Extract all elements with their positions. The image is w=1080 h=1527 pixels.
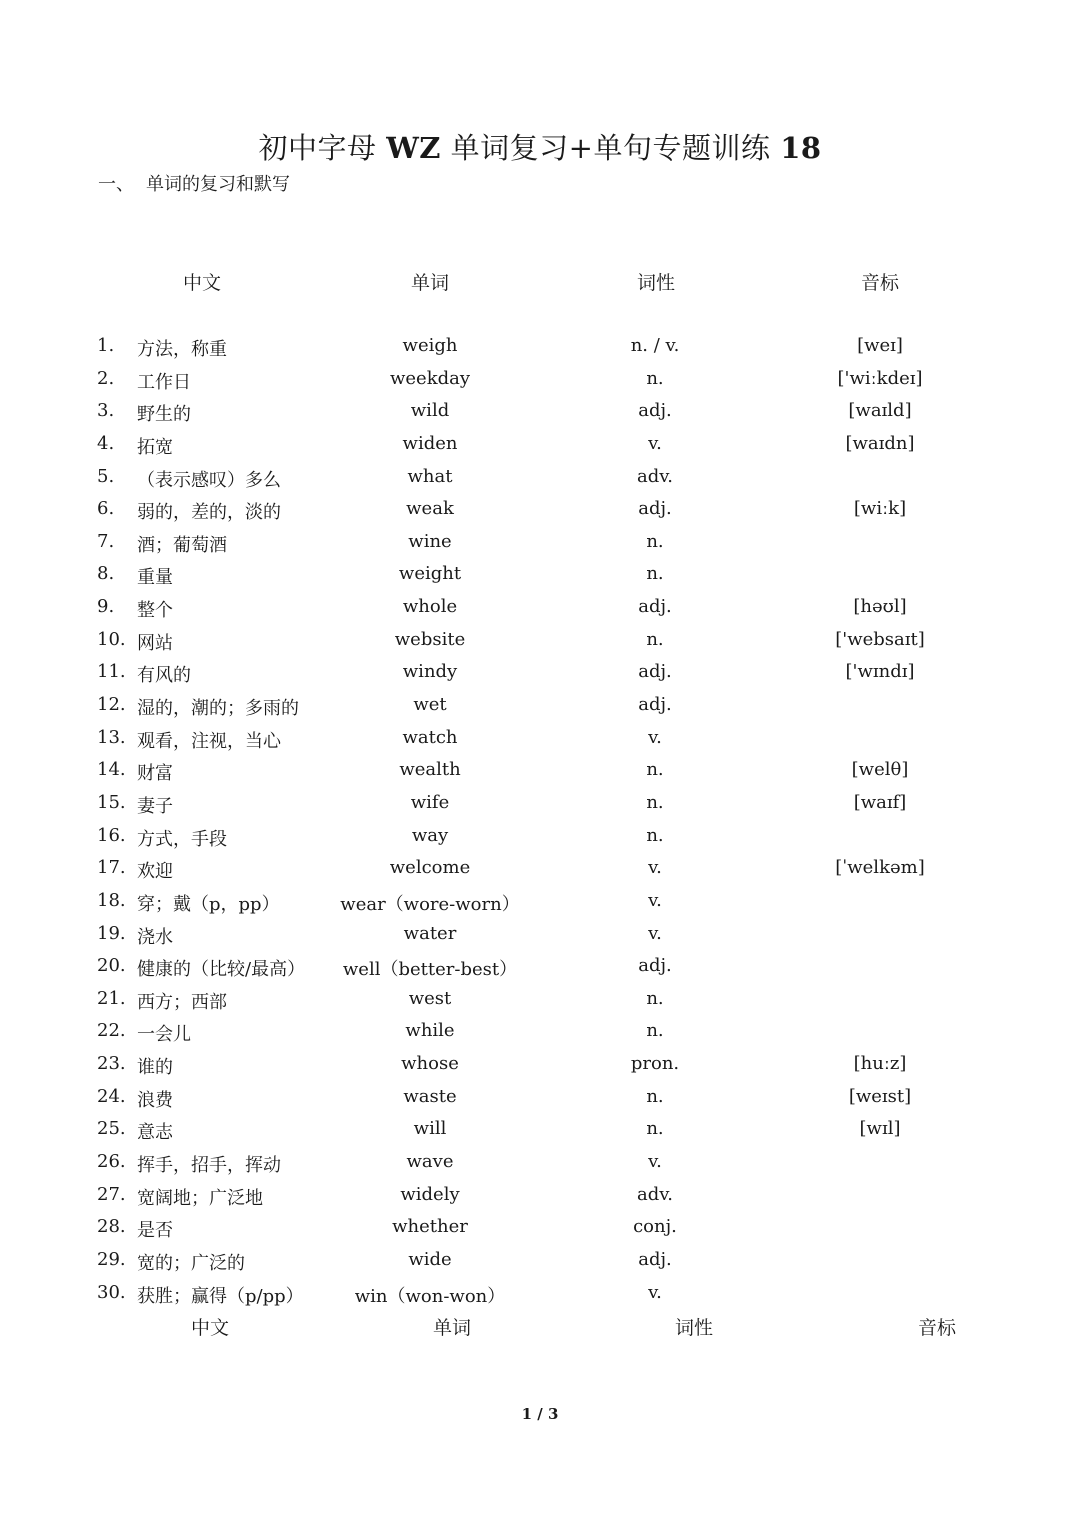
row-pos: v. <box>648 922 662 944</box>
footer-header-ipa: 音标 <box>917 1317 957 1339</box>
row-pos: n. <box>646 791 664 813</box>
title-bold-number: 18 <box>780 131 822 165</box>
row-pos: adj. <box>638 661 672 683</box>
row-number: 11. <box>97 661 126 683</box>
row-number: 20. <box>97 955 126 977</box>
table-row <box>0 787 1080 820</box>
section-text: 单词的复习和默写 <box>146 174 290 195</box>
header-word: 单词 <box>410 272 450 294</box>
row-number: 1. <box>97 335 115 356</box>
section-heading <box>98 170 290 196</box>
row-word: will <box>413 1118 447 1140</box>
row-chinese: 酒；葡萄酒 <box>137 534 227 556</box>
table-row <box>0 591 1080 624</box>
row-chinese: 挥手，招手，挥动 <box>137 1155 281 1177</box>
row-word: waste <box>403 1085 457 1107</box>
row-word: website <box>394 628 466 650</box>
row-word: west <box>408 987 452 1009</box>
row-ipa: [huːz] <box>853 1053 907 1075</box>
table-row <box>0 689 1080 722</box>
row-pos: n. <box>646 1085 664 1107</box>
table-row <box>0 1244 1080 1277</box>
row-chinese: 方式，手段 <box>137 828 227 850</box>
row-number: 6. <box>97 498 115 520</box>
table-row <box>0 1179 1080 1212</box>
row-word: weight <box>398 563 462 585</box>
vocab-table <box>0 330 1080 1309</box>
row-word: wife <box>410 791 450 813</box>
row-number: 17. <box>97 857 126 879</box>
row-number: 21. <box>97 987 126 1009</box>
row-number: 7. <box>97 530 115 552</box>
page-title <box>0 126 1080 167</box>
row-chinese: 野生的 <box>137 404 191 426</box>
title-mid: 单词复习+单句专题训练 <box>450 131 771 165</box>
row-pos: adj. <box>638 400 672 422</box>
row-ipa: ['wɪndɪ] <box>845 661 915 683</box>
table-row <box>0 624 1080 657</box>
row-ipa: [həʊl] <box>853 596 907 618</box>
row-ipa: ['wiːkdeɪ] <box>837 367 923 389</box>
footer-header-pos: 词性 <box>674 1317 714 1339</box>
row-number: 25. <box>97 1118 126 1140</box>
table-row <box>0 526 1080 559</box>
row-chinese: 获胜；赢得（p/pp） <box>137 1285 304 1307</box>
row-number: 27. <box>97 1183 126 1205</box>
row-pos: v. <box>648 432 662 454</box>
row-word: widen <box>402 432 458 454</box>
table-row <box>0 395 1080 428</box>
row-word: whether <box>392 1216 468 1238</box>
row-pos: n. <box>646 987 664 1009</box>
row-number: 30. <box>97 1281 126 1303</box>
row-number: 12. <box>97 694 126 716</box>
row-ipa: [welθ] <box>851 759 909 781</box>
row-number: 22. <box>97 1020 126 1042</box>
row-pos: n. <box>646 530 664 552</box>
row-word: wear（wore-worn） <box>340 893 520 915</box>
table-row <box>0 1048 1080 1081</box>
row-word: weekday <box>389 367 471 389</box>
page-number: 1 / 3 <box>521 1405 559 1423</box>
row-ipa: [waɪld] <box>848 400 912 422</box>
table-row <box>0 1081 1080 1114</box>
row-pos: n. <box>646 367 664 389</box>
row-word: watch <box>402 726 458 748</box>
row-chinese: 湿的，潮的；多雨的 <box>137 698 299 720</box>
row-pos: adv. <box>636 465 674 487</box>
row-number: 23. <box>97 1053 126 1075</box>
row-ipa: ['websaɪt] <box>835 628 925 650</box>
row-number: 14. <box>97 759 126 781</box>
row-chinese: 有风的 <box>137 665 191 687</box>
row-number: 16. <box>97 824 126 846</box>
table-row <box>0 363 1080 396</box>
row-word: widely <box>400 1183 460 1205</box>
title-bold-wz: WZ <box>386 131 441 165</box>
row-word: wave <box>406 1151 454 1173</box>
row-chinese: 工作日 <box>137 371 191 393</box>
row-word: welcome <box>389 857 471 879</box>
row-number: 4. <box>97 432 115 454</box>
row-pos: conj. <box>633 1216 677 1238</box>
header-chinese: 中文 <box>182 272 222 294</box>
row-chinese: 西方；西部 <box>137 991 227 1013</box>
row-number: 8. <box>97 563 115 585</box>
row-number: 2. <box>97 367 115 389</box>
row-chinese: 穿；戴（p，pp） <box>137 893 280 915</box>
row-chinese: 浇水 <box>137 926 173 948</box>
table-row <box>0 820 1080 853</box>
table-row <box>0 918 1080 951</box>
row-pos: pron. <box>630 1053 680 1075</box>
row-number: 13. <box>97 726 126 748</box>
row-chinese: 整个 <box>137 600 173 622</box>
row-pos: v. <box>648 1281 662 1303</box>
row-ipa: [waɪdn] <box>845 432 915 454</box>
row-chinese: 重量 <box>137 567 173 589</box>
row-word: wet <box>413 694 447 716</box>
row-pos: n. <box>646 759 664 781</box>
footer-header-chinese: 中文 <box>190 1317 230 1339</box>
row-chinese: 宽阔地；广泛地 <box>137 1187 263 1209</box>
row-word: weak <box>406 498 454 520</box>
row-chinese: 是否 <box>137 1220 173 1242</box>
row-word: windy <box>402 661 458 683</box>
table-row <box>0 983 1080 1016</box>
row-number: 24. <box>97 1085 126 1107</box>
row-chinese: 意志 <box>137 1122 173 1144</box>
row-chinese: 健康的（比较/最高） <box>137 959 306 981</box>
row-chinese: 财富 <box>137 763 173 785</box>
row-word: wild <box>410 400 450 422</box>
row-chinese: 拓宽 <box>137 436 173 458</box>
row-word: wine <box>408 530 452 552</box>
row-chinese: 一会儿 <box>137 1024 191 1046</box>
row-pos: v. <box>648 1151 662 1173</box>
row-pos: adj. <box>638 694 672 716</box>
row-number: 18. <box>97 889 126 911</box>
row-word: what <box>407 465 453 487</box>
row-word: while <box>405 1020 455 1042</box>
table-row <box>0 330 1080 363</box>
row-number: 29. <box>97 1248 126 1270</box>
row-number: 19. <box>97 922 126 944</box>
row-number: 26. <box>97 1151 126 1173</box>
row-chinese: 网站 <box>137 632 173 654</box>
row-chinese: 观看，注视，当心 <box>137 730 281 752</box>
table-row <box>0 950 1080 983</box>
row-word: whose <box>401 1053 459 1075</box>
row-pos: n. <box>646 1118 664 1140</box>
row-pos: v. <box>648 726 662 748</box>
row-chinese: 欢迎 <box>137 861 173 883</box>
row-pos: adv. <box>636 1183 674 1205</box>
row-number: 15. <box>97 791 126 813</box>
row-ipa: [waɪf] <box>853 791 907 813</box>
table-row <box>0 1113 1080 1146</box>
table-row <box>0 428 1080 461</box>
table-row <box>0 722 1080 755</box>
row-number: 5. <box>97 465 115 487</box>
row-chinese: （表示感叹）多么 <box>137 469 281 491</box>
row-chinese: 弱的，差的，淡的 <box>137 502 281 524</box>
row-word: win（won-won） <box>354 1285 506 1307</box>
row-pos: n. <box>646 824 664 846</box>
table-row <box>0 1211 1080 1244</box>
table-row <box>0 1015 1080 1048</box>
row-word: weigh <box>402 335 458 356</box>
row-chinese: 方法，称重 <box>137 339 227 360</box>
section-number: 一、 <box>98 174 134 195</box>
row-number: 10. <box>97 628 126 650</box>
row-word: well（better-best） <box>342 959 518 981</box>
row-ipa: [wɪl] <box>859 1118 901 1140</box>
row-word: water <box>403 922 457 944</box>
table-row <box>0 461 1080 494</box>
table-row <box>0 558 1080 591</box>
row-pos: n. <box>646 1020 664 1042</box>
table-row <box>0 1277 1080 1310</box>
row-ipa: [ˈwelkəm] <box>835 857 925 879</box>
row-word: way <box>411 824 449 846</box>
table-row <box>0 493 1080 526</box>
table-row <box>0 656 1080 689</box>
row-pos: n. / v. <box>630 335 680 356</box>
row-ipa: [weɪst] <box>848 1085 912 1107</box>
table-row <box>0 885 1080 918</box>
row-pos: adj. <box>638 1248 672 1270</box>
row-number: 28. <box>97 1216 126 1238</box>
row-word: wide <box>408 1248 452 1270</box>
row-chinese: 浪费 <box>137 1089 173 1111</box>
row-number: 3. <box>97 400 115 422</box>
row-ipa: [weɪ] <box>857 335 903 356</box>
row-number: 9. <box>97 596 115 618</box>
row-pos: adj. <box>638 498 672 520</box>
row-pos: v. <box>648 857 662 879</box>
header-pos: 词性 <box>636 272 676 294</box>
table-row <box>0 1146 1080 1179</box>
row-pos: n. <box>646 628 664 650</box>
row-word: wealth <box>399 759 461 781</box>
title-pre: 初中字母 <box>258 131 377 165</box>
header-ipa: 音标 <box>860 272 900 294</box>
table-row <box>0 754 1080 787</box>
footer-header-word: 单词 <box>432 1317 472 1339</box>
row-pos: adj. <box>638 955 672 977</box>
row-pos: v. <box>648 889 662 911</box>
row-chinese: 妻子 <box>137 795 173 817</box>
row-chinese: 谁的 <box>137 1057 173 1079</box>
table-row <box>0 852 1080 885</box>
row-word: whole <box>402 596 458 618</box>
row-chinese: 宽的；广泛的 <box>137 1252 245 1274</box>
row-pos: n. <box>646 563 664 585</box>
row-ipa: [wiːk] <box>853 498 907 520</box>
row-pos: adj. <box>638 596 672 618</box>
